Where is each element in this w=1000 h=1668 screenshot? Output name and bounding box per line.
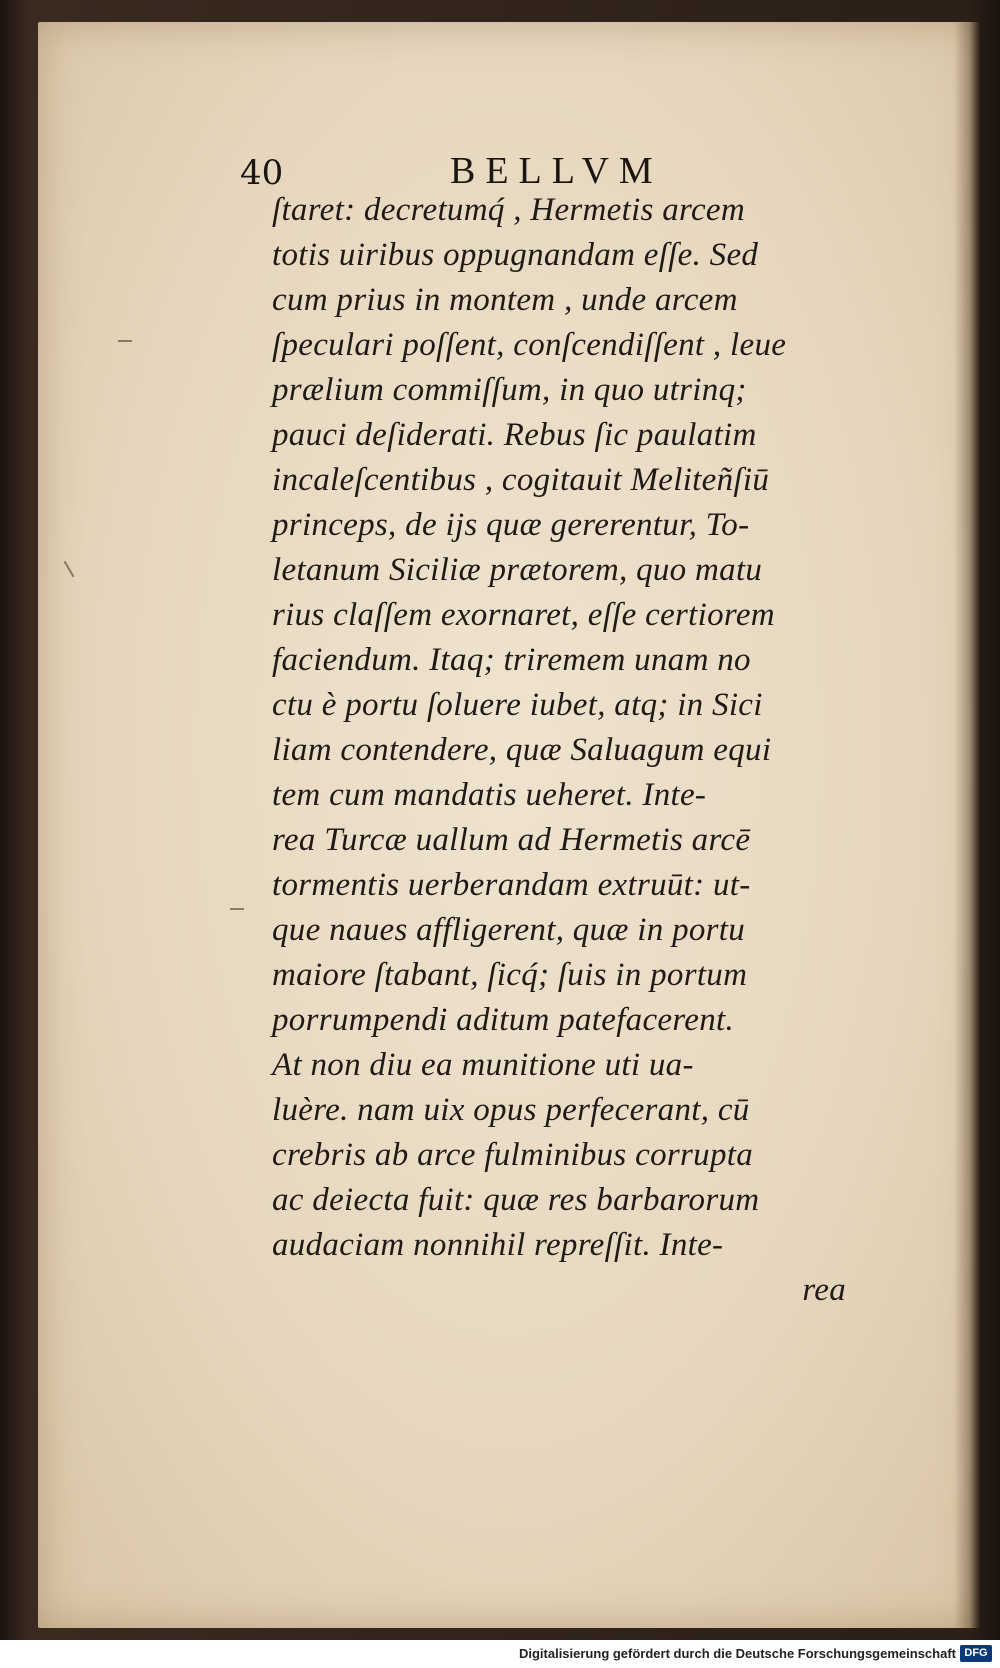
text-line: audaciam nonnihil repreſſit. Inte- <box>272 1227 724 1263</box>
text-line: crebris ab arce fulminibus corrupta <box>272 1137 754 1173</box>
text-line: ſpeculari poſſent, conſcendiſſent , leue <box>272 327 787 363</box>
funding-credit: Digitalisierung gefördert durch die Deutsche Forschungsgemeinschaft <box>518 1646 956 1661</box>
text-line: cum prius in montem , unde arcem <box>272 282 738 318</box>
text-line: pauci deſiderati. Rebus ſic paulatim <box>272 417 757 453</box>
text-line: incaleſcentibus , cogitauit Meliteñſiū <box>272 462 770 498</box>
text-line: ſtaret: decretumq́ , Hermetis arcem <box>272 192 745 228</box>
text-line: ac deiecta fuit: quæ res barbarorum <box>272 1182 760 1218</box>
text-line: tem cum mandatis ueheret. Inte- <box>272 777 707 813</box>
running-title: BELLVM <box>450 150 663 192</box>
text-line: faciendum. Itaq; triremem unam no <box>272 642 751 678</box>
margin-mark-left <box>230 908 244 910</box>
text-line: ctu è portu ſoluere iubet, atq; in Sici <box>272 687 763 723</box>
page-gutter-shadow <box>954 22 980 1628</box>
text-line: maiore ſtabant, ſicq́; ſuis in portum <box>272 957 748 993</box>
text-line: At non diu ea munitione uti ua- <box>272 1047 694 1083</box>
text-line: liam contendere, quæ Saluagum equi <box>272 732 772 768</box>
text-line: rea Turcæ uallum ad Hermetis arcē <box>272 822 751 858</box>
margin-mark-left <box>118 340 132 342</box>
text-line: que naues affligerent, quæ in portu <box>272 912 746 948</box>
text-line: letanum Siciliæ prætorem, quo matu <box>272 552 763 588</box>
text-line: totis uiribus oppugnandam eſſe. Sed <box>272 237 759 273</box>
text-line: porrumpendi aditum patefacerent. <box>272 1002 735 1038</box>
body-text <box>272 188 852 1313</box>
text-line: luère. nam uix opus perfecerant, cū <box>272 1092 750 1128</box>
text-line: tormentis uerberandam extruūt: ut- <box>272 867 751 903</box>
catchword: rea <box>802 1272 846 1308</box>
text-line: prælium commiſſum, in quo utrinq; <box>272 372 747 408</box>
footer-bar <box>0 1640 1000 1668</box>
page-number: 40 <box>240 153 284 193</box>
dfg-logo: DFG <box>960 1645 992 1662</box>
text-line: rius claſſem exornaret, eſſe certiorem <box>272 597 775 633</box>
text-line: princeps, de ijs quæ gererentur, To- <box>272 507 750 543</box>
